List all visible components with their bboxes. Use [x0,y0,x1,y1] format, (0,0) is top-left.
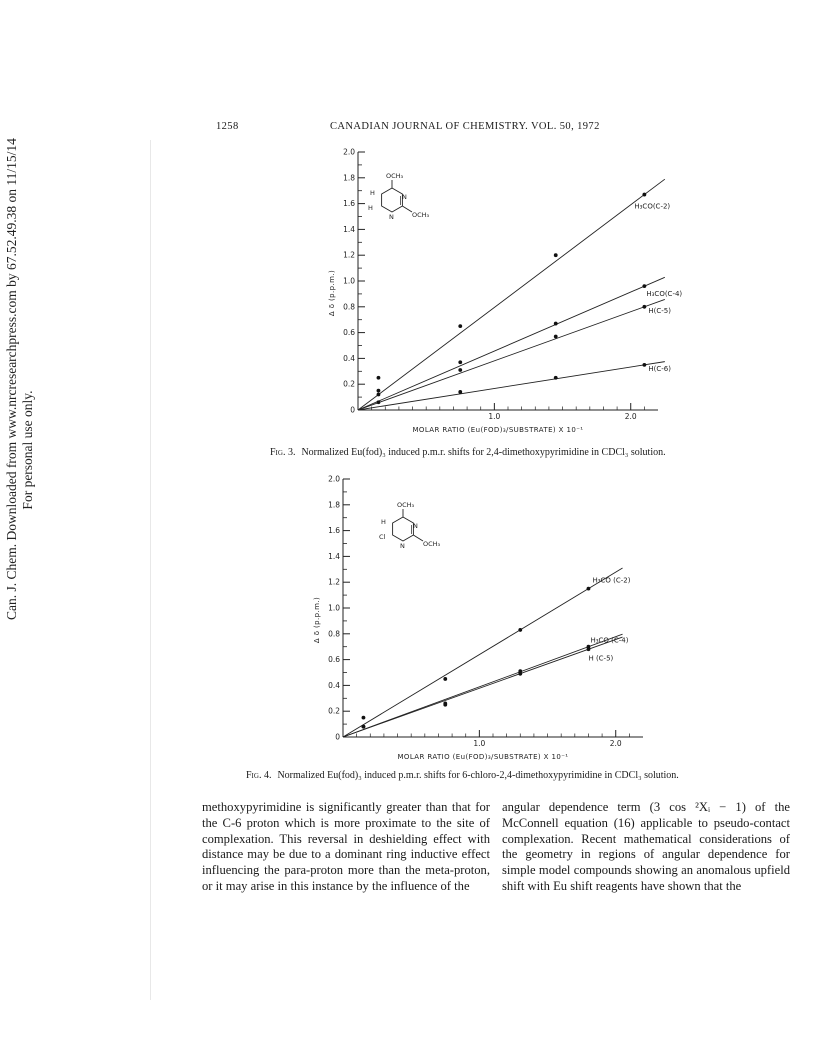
fig3-data-point [642,284,646,288]
fig3-y-tick-label: 0.6 [343,328,355,338]
fig3-series-line [358,277,665,410]
figure-4-caption [246,770,679,782]
fig4-molecule-label-sub2: Cl [379,533,386,541]
fig4-molecule-ring [393,517,414,541]
fig3-series-label: H₃CO(C-2) [634,202,671,211]
fig3-y-axis-label: Δ δ (p.p.m.) [328,269,336,317]
fig4-x-axis-label: MOLAR RATIO (Eu(FOD)₃/SUBSTRATE) X 10⁻¹ [397,753,569,761]
fig3-series-line [358,179,665,410]
figure-3-caption-label: Fig. 3. [270,447,296,458]
fig3-data-point [642,363,646,367]
download-stamp-text [4,138,36,620]
fig4-data-point [518,672,522,676]
fig3-y-tick-label: 0.2 [343,379,355,389]
fig4-molecule-label-n2: N [400,542,405,550]
download-stamp-line2: For personal use only. [20,390,35,510]
fig4-y-tick-label: 1.6 [328,526,340,536]
journal-title: CANADIAN JOURNAL OF CHEMISTRY. VOL. 50, 1972 [330,121,600,132]
fig4-y-tick-label: 2.0 [328,474,340,484]
fig3-y-tick-label: 1.4 [343,224,355,234]
figure-4-caption-label: Fig. 4. [246,770,272,781]
running-header [0,121,813,139]
fig4-data-point [443,677,447,681]
fig3-data-point [554,376,558,380]
body-paragraph-right: angular dependence term (3 cos ²Xᵢ − 1) of the McConnell equation (16) applicable to pseudo-contact complexation. Recent mathematical considerations of the geometry in regions of angular dependence for simple model compounds showing an anomalous upfield shift with Eu shift reagents have shown that the [502,800,790,893]
fig4-y-tick-label: 0.6 [328,655,340,665]
fig4-molecule-bond [413,535,423,541]
fig3-series-label: H₃CO(C-4) [646,290,683,299]
fig3-data-point [642,193,646,197]
margin-rule [150,140,151,1000]
fig3-data-point [377,389,381,393]
fig3-data-point [458,360,462,364]
fig3-data-point [554,335,558,339]
fig3-data-point [554,253,558,257]
fig3-x-tick-label: 1.0 [488,412,501,421]
figure-4 [305,467,665,767]
fig4-y-tick-label: 1.0 [328,603,340,613]
fig3-y-tick-label: 1.8 [343,173,355,183]
fig4-x-tick-label: 2.0 [609,739,622,748]
download-stamp [0,138,40,620]
fig3-y-tick-label: 1.6 [343,199,355,209]
fig3-data-point [377,393,381,397]
fig4-y-axis-label: Δ δ (p.p.m.) [313,596,321,644]
fig4-x-tick-label: 1.0 [473,739,486,748]
body-column-left [202,800,490,895]
fig3-molecule-label-sub1: H [370,189,375,197]
fig3-y-tick-label: 1.2 [343,250,355,260]
fig3-molecule-label-top: OCH₃ [386,172,404,180]
fig3-data-point [458,324,462,328]
fig4-data-point [362,725,366,729]
fig4-data-point [587,647,591,651]
fig4-y-tick-label: 1.8 [328,500,340,510]
fig3-data-point [458,368,462,372]
fig4-y-tick-label: 0.8 [328,629,340,639]
fig3-series-line [358,299,665,410]
fig4-molecule-label-n: N [413,522,418,530]
fig4-series-label: H (C-5) [588,654,614,663]
fig4-molecule-label-top: OCH₃ [397,501,415,509]
fig3-molecule-bond [402,206,412,212]
figure-3-chart [320,140,683,440]
fig3-x-tick-label: 2.0 [624,412,637,421]
fig4-series-label: H₃CO (C-4) [590,636,629,645]
fig4-data-point [587,587,591,591]
fig4-y-tick-label: 0 [335,732,340,742]
download-stamp-line1: Can. J. Chem. Downloaded from www.nrcresearchpress.com by 67.52.49.38 on 11/15/14 [4,138,19,620]
fig4-data-point [362,716,366,720]
fig4-data-point [518,628,522,632]
fig4-y-tick-label: 0.4 [328,680,340,690]
fig3-y-tick-label: 0.4 [343,353,355,363]
fig3-y-tick-label: 0.8 [343,302,355,312]
fig3-series-line [358,362,665,410]
body-paragraph-left: methoxypyrimidine is significantly greater than that for the C-6 proton which is more proximate to the site of complexation. This reversal in deshielding effect with distance may be due to a dominant ring inductive effect influencing the para-proton more than the meta-proton, or it may arise in this instance by the influence of the [202,800,490,893]
body-column-right [502,800,790,895]
fig3-molecule-ring [382,188,403,212]
fig3-molecule-label-sub2: H [368,204,373,212]
fig3-y-tick-label: 2.0 [343,147,355,157]
fig4-y-tick-label: 1.2 [328,577,340,587]
figure-4-caption-text: Normalized Eu(fod)₃ induced p.m.r. shifts for 6-chloro-2,4-dimethoxypyrimidine in CDCl₃ solution. [277,770,679,781]
fig3-data-point [458,390,462,394]
fig3-series-label: H(C-5) [648,306,671,315]
fig3-series-label: H(C-6) [648,364,671,373]
fig3-molecule-label-sub3: OCH₃ [412,211,430,219]
figure-3-caption [270,447,666,459]
fig4-molecule-label-sub3: OCH₃ [423,540,441,548]
page-number: 1258 [216,121,239,132]
fig4-y-tick-label: 1.4 [328,551,340,561]
figure-4-chart [305,467,665,767]
fig4-y-tick-label: 0.2 [328,706,340,716]
fig3-molecule-label-n2: N [389,213,394,221]
fig4-data-point [443,703,447,707]
fig4-molecule-label-sub1: H [381,518,386,526]
fig3-y-tick-label: 1.0 [343,276,355,286]
fig3-x-axis-label: MOLAR RATIO (Eu(FOD)₃/SUBSTRATE) X 10⁻¹ [412,426,584,434]
fig3-y-tick-label: 0 [350,405,355,415]
fig3-data-point [377,376,381,380]
fig3-data-point [642,305,646,309]
figure-3-caption-text: Normalized Eu(fod)₃ induced p.m.r. shifts for 2,4-dimethoxypyrimidine in CDCl₃ solution. [301,447,666,458]
fig3-data-point [554,322,558,326]
figure-3 [320,140,683,440]
fig4-series-label: H₃CO (C-2) [592,576,631,585]
fig3-molecule-label-n: N [402,193,407,201]
fig3-data-point [377,400,381,404]
